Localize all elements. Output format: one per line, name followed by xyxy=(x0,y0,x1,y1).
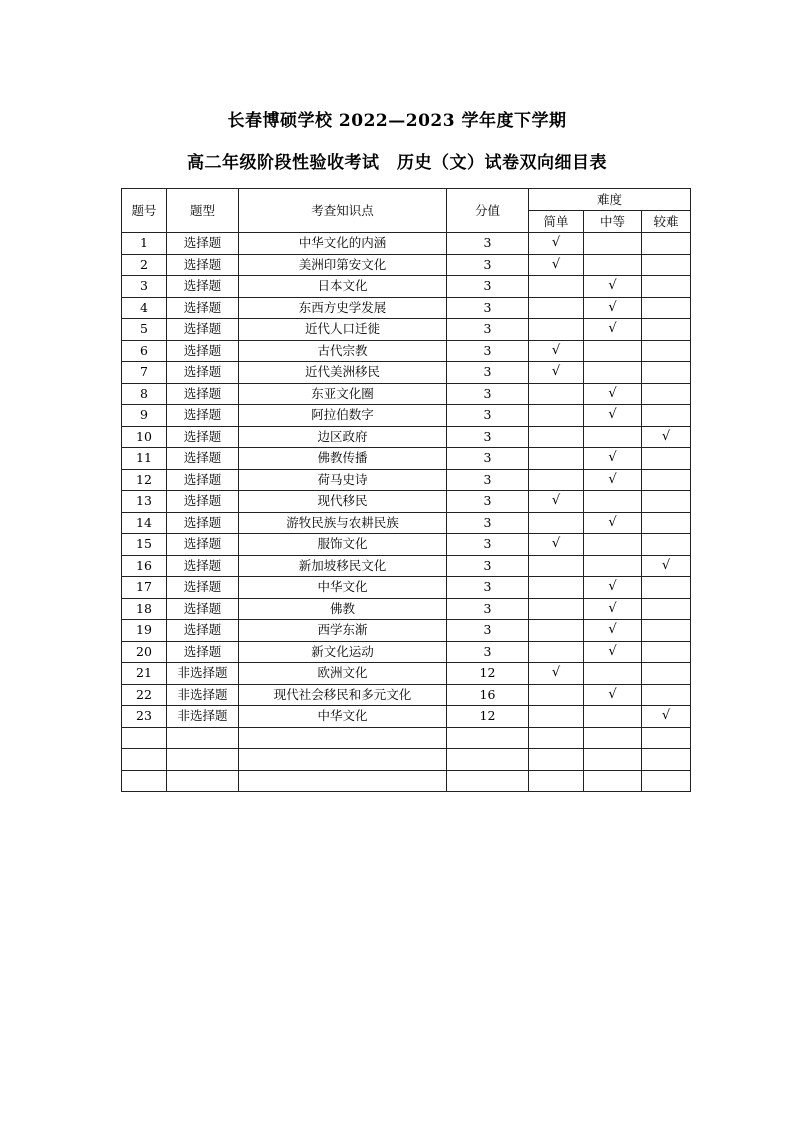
cell-easy xyxy=(529,555,584,577)
cell-easy xyxy=(529,512,584,534)
cell-score: 3 xyxy=(447,276,529,298)
cell-medium xyxy=(584,555,642,577)
table-row xyxy=(122,684,691,706)
cell-topic: 欧洲文化 xyxy=(239,663,447,685)
cell-type: 选择题 xyxy=(167,534,239,556)
cell-type: 选择题 xyxy=(167,233,239,255)
cell-number: 8 xyxy=(122,383,167,405)
cell-hard: √ xyxy=(642,706,691,728)
cell-score: 3 xyxy=(447,577,529,599)
table-row xyxy=(122,276,691,298)
cell-number: 22 xyxy=(122,684,167,706)
cell-score: 3 xyxy=(447,512,529,534)
cell-medium: √ xyxy=(584,319,642,341)
cell-score: 3 xyxy=(447,448,529,470)
cell-hard xyxy=(642,684,691,706)
table-row xyxy=(122,233,691,255)
table-header xyxy=(122,189,691,233)
table-row xyxy=(122,469,691,491)
cell-hard: √ xyxy=(642,555,691,577)
cell-topic: 美洲印第安文化 xyxy=(239,254,447,276)
cell-medium xyxy=(584,706,642,728)
table-row xyxy=(122,362,691,384)
cell-hard xyxy=(642,663,691,685)
cell-topic: 日本文化 xyxy=(239,276,447,298)
cell-score: 3 xyxy=(447,469,529,491)
cell-topic: 服饰文化 xyxy=(239,534,447,556)
cell-type: 选择题 xyxy=(167,426,239,448)
cell-number: 18 xyxy=(122,598,167,620)
cell-type: 选择题 xyxy=(167,254,239,276)
cell-topic: 新加坡移民文化 xyxy=(239,555,447,577)
cell-topic: 中华文化 xyxy=(239,706,447,728)
cell-medium: √ xyxy=(584,641,642,663)
cell-score xyxy=(447,727,529,749)
cell-topic: 佛教 xyxy=(239,598,447,620)
cell-hard xyxy=(642,254,691,276)
table-row xyxy=(122,749,691,771)
cell-easy xyxy=(529,770,584,792)
cell-type: 选择题 xyxy=(167,620,239,642)
cell-easy xyxy=(529,598,584,620)
cell-medium: √ xyxy=(584,577,642,599)
cell-type: 选择题 xyxy=(167,512,239,534)
cell-topic: 边区政府 xyxy=(239,426,447,448)
cell-easy xyxy=(529,641,584,663)
cell-type: 选择题 xyxy=(167,448,239,470)
table-row xyxy=(122,254,691,276)
table-row xyxy=(122,319,691,341)
cell-score: 3 xyxy=(447,319,529,341)
cell-topic: 中华文化 xyxy=(239,577,447,599)
table-row xyxy=(122,577,691,599)
cell-topic: 新文化运动 xyxy=(239,641,447,663)
cell-type xyxy=(167,749,239,771)
cell-number xyxy=(122,770,167,792)
cell-easy xyxy=(529,620,584,642)
cell-easy xyxy=(529,405,584,427)
cell-topic: 古代宗教 xyxy=(239,340,447,362)
cell-easy: √ xyxy=(529,362,584,384)
cell-easy xyxy=(529,727,584,749)
cell-easy xyxy=(529,276,584,298)
cell-medium xyxy=(584,426,642,448)
cell-type: 非选择题 xyxy=(167,684,239,706)
table-row xyxy=(122,297,691,319)
cell-number: 1 xyxy=(122,233,167,255)
cell-easy xyxy=(529,749,584,771)
cell-easy: √ xyxy=(529,663,584,685)
cell-number: 17 xyxy=(122,577,167,599)
cell-number: 10 xyxy=(122,426,167,448)
cell-hard xyxy=(642,641,691,663)
header-type: 题型 xyxy=(167,189,239,233)
cell-medium xyxy=(584,233,642,255)
cell-topic: 现代社会移民和多元文化 xyxy=(239,684,447,706)
cell-topic: 近代美洲移民 xyxy=(239,362,447,384)
cell-medium: √ xyxy=(584,620,642,642)
cell-type: 非选择题 xyxy=(167,663,239,685)
cell-number: 19 xyxy=(122,620,167,642)
cell-medium xyxy=(584,254,642,276)
cell-easy: √ xyxy=(529,340,584,362)
cell-medium xyxy=(584,749,642,771)
cell-easy xyxy=(529,706,584,728)
cell-hard xyxy=(642,448,691,470)
table-row xyxy=(122,727,691,749)
cell-topic: 近代人口迁徙 xyxy=(239,319,447,341)
cell-number: 21 xyxy=(122,663,167,685)
cell-number: 14 xyxy=(122,512,167,534)
cell-hard xyxy=(642,749,691,771)
header-number: 题号 xyxy=(122,189,167,233)
table-row xyxy=(122,426,691,448)
cell-number: 2 xyxy=(122,254,167,276)
cell-number xyxy=(122,749,167,771)
cell-type xyxy=(167,727,239,749)
cell-score: 3 xyxy=(447,362,529,384)
document-title: 长春博硕学校 2022—2023 学年度下学期 xyxy=(227,111,567,131)
cell-number: 6 xyxy=(122,340,167,362)
cell-medium: √ xyxy=(584,383,642,405)
cell-topic: 阿拉伯数字 xyxy=(239,405,447,427)
cell-hard xyxy=(642,340,691,362)
table-row xyxy=(122,448,691,470)
cell-easy xyxy=(529,383,584,405)
table-row xyxy=(122,663,691,685)
cell-number: 23 xyxy=(122,706,167,728)
cell-score: 3 xyxy=(447,598,529,620)
cell-number: 11 xyxy=(122,448,167,470)
cell-score: 3 xyxy=(447,491,529,513)
cell-medium: √ xyxy=(584,405,642,427)
cell-hard xyxy=(642,319,691,341)
header-hard: 较难 xyxy=(642,211,691,233)
spec-table xyxy=(121,188,691,792)
cell-score: 3 xyxy=(447,426,529,448)
table-row xyxy=(122,491,691,513)
cell-medium: √ xyxy=(584,598,642,620)
cell-medium xyxy=(584,727,642,749)
cell-topic: 佛教传播 xyxy=(239,448,447,470)
cell-type: 非选择题 xyxy=(167,706,239,728)
cell-hard xyxy=(642,577,691,599)
table-body xyxy=(122,233,691,792)
cell-easy: √ xyxy=(529,534,584,556)
cell-topic: 东亚文化圈 xyxy=(239,383,447,405)
cell-type: 选择题 xyxy=(167,598,239,620)
cell-hard xyxy=(642,297,691,319)
cell-topic: 东西方史学发展 xyxy=(239,297,447,319)
cell-medium: √ xyxy=(584,276,642,298)
cell-score: 16 xyxy=(447,684,529,706)
cell-score: 3 xyxy=(447,383,529,405)
table-row xyxy=(122,770,691,792)
table-row xyxy=(122,340,691,362)
document-subtitle: 高二年级阶段性验收考试 历史（文）试卷双向细目表 xyxy=(187,153,607,173)
cell-score: 3 xyxy=(447,254,529,276)
cell-number: 13 xyxy=(122,491,167,513)
cell-medium xyxy=(584,362,642,384)
cell-type: 选择题 xyxy=(167,555,239,577)
cell-score: 12 xyxy=(447,663,529,685)
cell-medium: √ xyxy=(584,684,642,706)
table-row xyxy=(122,598,691,620)
cell-number: 9 xyxy=(122,405,167,427)
cell-score: 3 xyxy=(447,641,529,663)
cell-hard xyxy=(642,405,691,427)
cell-number: 16 xyxy=(122,555,167,577)
cell-hard xyxy=(642,233,691,255)
cell-hard xyxy=(642,727,691,749)
cell-hard xyxy=(642,276,691,298)
cell-type: 选择题 xyxy=(167,469,239,491)
cell-hard xyxy=(642,770,691,792)
header-medium: 中等 xyxy=(584,211,642,233)
cell-easy xyxy=(529,684,584,706)
cell-medium: √ xyxy=(584,512,642,534)
cell-score: 3 xyxy=(447,534,529,556)
header-difficulty: 难度 xyxy=(529,189,691,211)
cell-number xyxy=(122,727,167,749)
cell-type: 选择题 xyxy=(167,577,239,599)
cell-type: 选择题 xyxy=(167,297,239,319)
cell-medium xyxy=(584,663,642,685)
table-row xyxy=(122,512,691,534)
cell-topic xyxy=(239,770,447,792)
cell-number: 12 xyxy=(122,469,167,491)
cell-easy xyxy=(529,469,584,491)
cell-hard xyxy=(642,383,691,405)
cell-score xyxy=(447,749,529,771)
cell-type: 选择题 xyxy=(167,383,239,405)
cell-topic xyxy=(239,749,447,771)
cell-number: 5 xyxy=(122,319,167,341)
cell-medium: √ xyxy=(584,448,642,470)
cell-topic: 荷马史诗 xyxy=(239,469,447,491)
cell-topic: 西学东渐 xyxy=(239,620,447,642)
cell-topic: 现代移民 xyxy=(239,491,447,513)
cell-medium xyxy=(584,491,642,513)
table-row xyxy=(122,620,691,642)
cell-topic xyxy=(239,727,447,749)
cell-easy xyxy=(529,426,584,448)
table-row xyxy=(122,383,691,405)
header-easy: 简单 xyxy=(529,211,584,233)
cell-type: 选择题 xyxy=(167,405,239,427)
table-row xyxy=(122,641,691,663)
table-row xyxy=(122,555,691,577)
cell-hard xyxy=(642,469,691,491)
cell-easy: √ xyxy=(529,254,584,276)
cell-medium xyxy=(584,534,642,556)
cell-type: 选择题 xyxy=(167,362,239,384)
cell-score: 3 xyxy=(447,233,529,255)
cell-easy xyxy=(529,319,584,341)
cell-type: 选择题 xyxy=(167,641,239,663)
cell-score xyxy=(447,770,529,792)
cell-hard xyxy=(642,534,691,556)
cell-type: 选择题 xyxy=(167,340,239,362)
cell-number: 15 xyxy=(122,534,167,556)
cell-easy xyxy=(529,448,584,470)
cell-number: 20 xyxy=(122,641,167,663)
table-row xyxy=(122,534,691,556)
cell-type: 选择题 xyxy=(167,319,239,341)
cell-hard xyxy=(642,491,691,513)
cell-easy xyxy=(529,577,584,599)
cell-score: 3 xyxy=(447,297,529,319)
cell-medium xyxy=(584,340,642,362)
cell-type: 选择题 xyxy=(167,491,239,513)
cell-type xyxy=(167,770,239,792)
cell-number: 3 xyxy=(122,276,167,298)
cell-hard xyxy=(642,620,691,642)
cell-hard: √ xyxy=(642,426,691,448)
cell-easy: √ xyxy=(529,491,584,513)
cell-hard xyxy=(642,598,691,620)
table-row xyxy=(122,706,691,728)
header-score: 分值 xyxy=(447,189,529,233)
cell-medium xyxy=(584,770,642,792)
cell-score: 3 xyxy=(447,620,529,642)
cell-medium: √ xyxy=(584,297,642,319)
cell-type: 选择题 xyxy=(167,276,239,298)
cell-number: 4 xyxy=(122,297,167,319)
cell-easy xyxy=(529,297,584,319)
cell-topic: 游牧民族与农耕民族 xyxy=(239,512,447,534)
cell-score: 3 xyxy=(447,340,529,362)
cell-score: 3 xyxy=(447,405,529,427)
cell-topic: 中华文化的内涵 xyxy=(239,233,447,255)
header-knowledge: 考查知识点 xyxy=(239,189,447,233)
cell-medium: √ xyxy=(584,469,642,491)
cell-hard xyxy=(642,362,691,384)
cell-hard xyxy=(642,512,691,534)
cell-score: 3 xyxy=(447,555,529,577)
cell-number: 7 xyxy=(122,362,167,384)
cell-score: 12 xyxy=(447,706,529,728)
table-row xyxy=(122,405,691,427)
cell-easy: √ xyxy=(529,233,584,255)
